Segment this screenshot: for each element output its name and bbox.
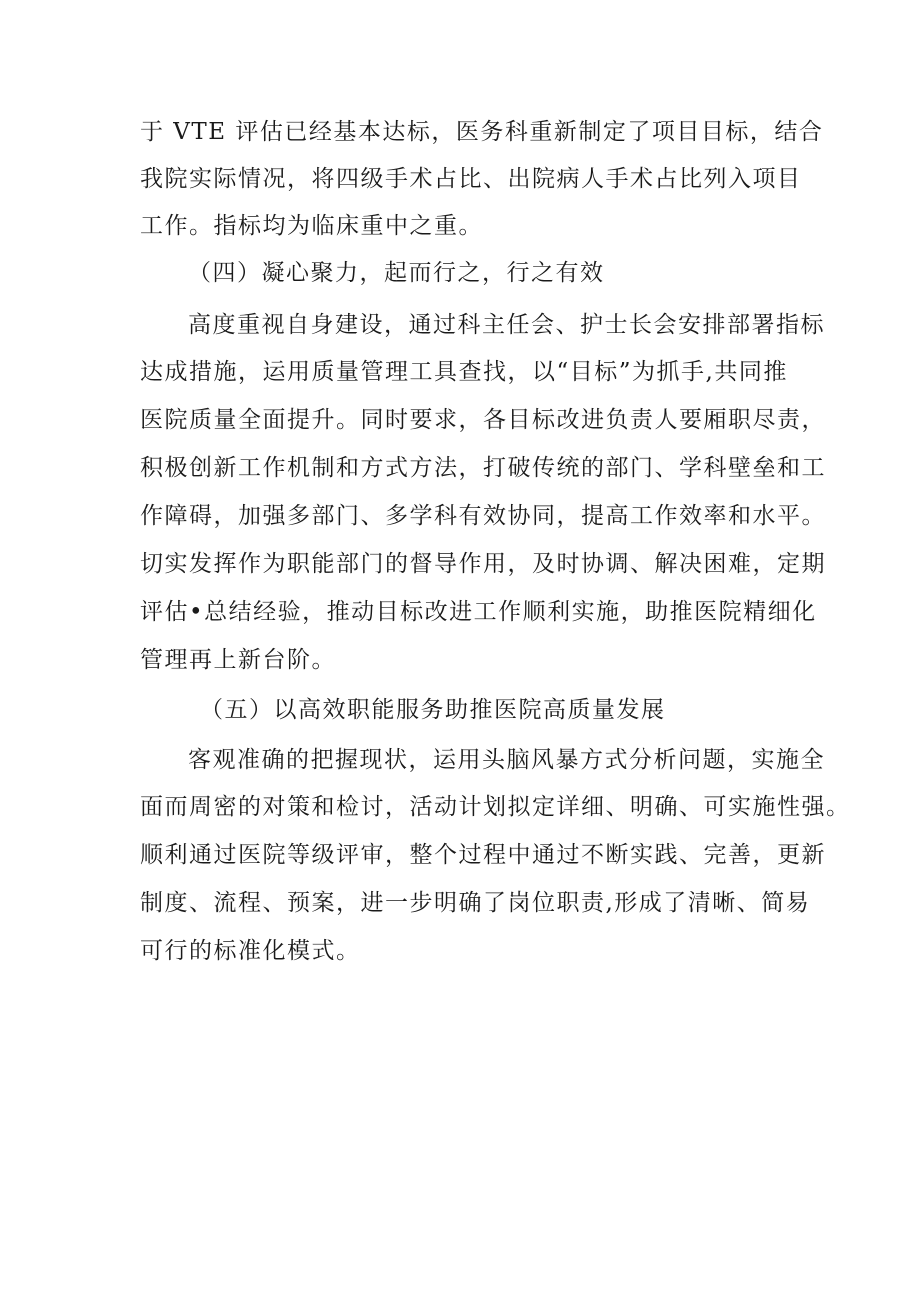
text-line: 作障碍，加强多部门、多学科有效协同，提高工作效率和水平。 <box>140 503 826 529</box>
text-line: 医院质量全面提升。同时要求，各目标改进负责人要厢职尽责， <box>140 407 826 433</box>
text-line: 于 VTE 评估已经基本达标，医务科重新制定了项目目标，结合 <box>140 119 824 145</box>
section-heading: （四）凝心聚力，起而行之，行之有效 <box>188 260 605 286</box>
text-line: 管理再上新台阶。 <box>140 647 336 673</box>
text-line: 高度重视自身建设，通过科主任会、护士长会安排部署指标 <box>188 312 825 338</box>
text-line: 积极创新工作机制和方式方法，打破传统的部门、学科壁垒和工 <box>140 455 826 481</box>
text-line: 达成措施，运用质量管理工具查找，以“目标”为抓手,共同推 <box>140 359 788 385</box>
text-line: 客观准确的把握现状，运用头脑风暴方式分析问题，实施全 <box>188 747 825 773</box>
text-line: 可行的标准化模式。 <box>140 938 361 964</box>
text-line: 制度、流程、预案，进一步明确了岗位职责,形成了清晰、简易 <box>140 890 811 916</box>
text-line: 工作。指标均为临床重中之重。 <box>140 213 483 239</box>
text-line: 评估•总结经验，推动目标改进工作顺利实施，助推医院精细化 <box>140 599 817 625</box>
text-line: 我院实际情况，将四级手术占比、出院病人手术占比列入项目 <box>140 166 802 192</box>
text-line: 顺利通过医院等级评审，整个过程中通过不断实践、完善，更新 <box>140 842 826 868</box>
text-line: 切实发挥作为职能部门的督导作用，及时协调、解决困难，定期 <box>140 551 826 577</box>
text-line: 面而周密的对策和检讨，活动计划拟定详细、明确、可实施性强。 <box>140 794 851 820</box>
section-heading: （五）以高效职能服务助推医院高质量发展 <box>200 697 666 723</box>
